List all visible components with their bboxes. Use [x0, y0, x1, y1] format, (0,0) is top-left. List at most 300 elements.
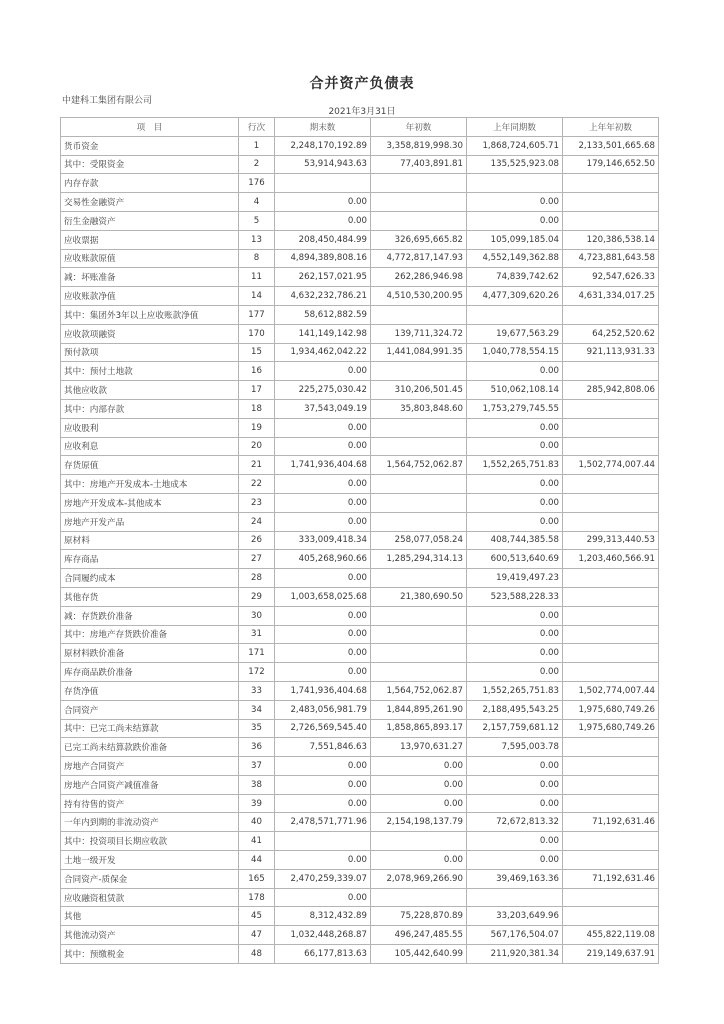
table-row	[61, 230, 659, 249]
period-end-value: 0.00	[275, 851, 371, 870]
table-row	[61, 268, 659, 287]
prior-year-start-value: 285,942,808.06	[563, 381, 659, 400]
table-row	[61, 794, 659, 813]
period-end-value: 0.00	[275, 512, 371, 531]
company-name: 中建科工集团有限公司	[62, 96, 153, 106]
row-item-name: 减：存货跌价准备	[61, 606, 239, 625]
row-line-no: 15	[239, 343, 275, 362]
prior-period-value: 0.00	[467, 193, 563, 212]
period-end-value: 2,470,259,339.07	[275, 869, 371, 888]
row-line-no: 18	[239, 399, 275, 418]
prior-year-start-value: 2,133,501,665.68	[563, 136, 659, 155]
prior-period-value: 0.00	[467, 775, 563, 794]
prior-period-value: 74,839,742.62	[467, 268, 563, 287]
period-end-value: 0.00	[275, 606, 371, 625]
year-start-value	[371, 305, 467, 324]
prior-period-value: 1,868,724,605.71	[467, 136, 563, 155]
header-prior-year-start: 上年年初数	[563, 118, 659, 137]
row-line-no: 19	[239, 418, 275, 437]
prior-period-value: 72,672,813.32	[467, 813, 563, 832]
row-item-name: 房地产合同资产减值准备	[61, 775, 239, 794]
prior-year-start-value	[563, 644, 659, 663]
row-item-name: 其中：已完工尚未结算款	[61, 719, 239, 738]
header-item: 项 目	[61, 118, 239, 137]
prior-period-value: 408,744,385.58	[467, 531, 563, 550]
prior-year-start-value: 71,192,631.46	[563, 869, 659, 888]
row-item-name: 衍生金融资产	[61, 211, 239, 230]
period-end-value: 7,551,846.63	[275, 738, 371, 757]
row-item-name: 合同履约成本	[61, 569, 239, 588]
table-row	[61, 249, 659, 268]
year-start-value	[371, 174, 467, 193]
row-item-name: 房地产开发成本-其他成本	[61, 493, 239, 512]
prior-year-start-value: 92,547,626.33	[563, 268, 659, 287]
prior-year-start-value	[563, 606, 659, 625]
period-end-value: 0.00	[275, 757, 371, 776]
prior-year-start-value	[563, 174, 659, 193]
period-end-value: 141,149,142.98	[275, 324, 371, 343]
prior-period-value	[467, 174, 563, 193]
row-item-name: 减：坏账准备	[61, 268, 239, 287]
table-header-row	[61, 118, 659, 137]
row-line-no: 17	[239, 381, 275, 400]
row-line-no: 48	[239, 945, 275, 964]
row-line-no: 45	[239, 907, 275, 926]
table-row	[61, 851, 659, 870]
prior-period-value: 0.00	[467, 606, 563, 625]
row-item-name: 预付款项	[61, 343, 239, 362]
prior-year-start-value	[563, 493, 659, 512]
row-item-name: 应收款项融资	[61, 324, 239, 343]
table-row	[61, 719, 659, 738]
row-item-name: 原材料	[61, 531, 239, 550]
year-start-value	[371, 888, 467, 907]
period-end-value: 0.00	[275, 211, 371, 230]
prior-period-value: 0.00	[467, 493, 563, 512]
table-body	[61, 136, 659, 963]
year-start-value	[371, 663, 467, 682]
row-line-no: 28	[239, 569, 275, 588]
year-start-value	[371, 512, 467, 531]
year-start-value: 1,844,895,261.90	[371, 700, 467, 719]
prior-period-value: 510,062,108.14	[467, 381, 563, 400]
year-start-value	[371, 418, 467, 437]
year-start-value: 310,206,501.45	[371, 381, 467, 400]
prior-year-start-value: 4,723,881,643.58	[563, 249, 659, 268]
table-row	[61, 888, 659, 907]
prior-year-start-value: 1,203,460,566.91	[563, 550, 659, 569]
row-item-name: 其他存货	[61, 587, 239, 606]
year-start-value	[371, 569, 467, 588]
row-item-name: 应收股利	[61, 418, 239, 437]
period-end-value: 37,543,049.19	[275, 399, 371, 418]
prior-year-start-value: 4,631,334,017.25	[563, 287, 659, 306]
period-end-value: 1,934,462,042.22	[275, 343, 371, 362]
prior-year-start-value: 64,252,520.62	[563, 324, 659, 343]
year-start-value: 262,286,946.98	[371, 268, 467, 287]
row-item-name: 库存商品	[61, 550, 239, 569]
table-row	[61, 681, 659, 700]
row-line-no: 33	[239, 681, 275, 700]
year-start-value: 1,441,084,991.35	[371, 343, 467, 362]
prior-period-value: 523,588,228.33	[467, 587, 563, 606]
row-item-name: 交易性金融资产	[61, 193, 239, 212]
prior-year-start-value: 1,502,774,007.44	[563, 681, 659, 700]
table-row	[61, 907, 659, 926]
prior-period-value: 0.00	[467, 211, 563, 230]
period-end-value: 0.00	[275, 644, 371, 663]
prior-period-value: 0.00	[467, 757, 563, 776]
prior-period-value: 600,513,640.69	[467, 550, 563, 569]
prior-year-start-value	[563, 362, 659, 381]
year-start-value: 35,803,848.60	[371, 399, 467, 418]
period-end-value: 1,032,448,268.87	[275, 926, 371, 945]
row-line-no: 22	[239, 475, 275, 494]
year-start-value: 139,711,324.72	[371, 324, 467, 343]
table-row	[61, 531, 659, 550]
row-item-name: 应收利息	[61, 437, 239, 456]
prior-year-start-value	[563, 625, 659, 644]
prior-year-start-value: 921,113,931.33	[563, 343, 659, 362]
year-start-value: 1,285,294,314.13	[371, 550, 467, 569]
report-date: 2021年3月31日	[328, 107, 396, 117]
row-item-name: 存货净值	[61, 681, 239, 700]
prior-year-start-value: 179,146,652.50	[563, 155, 659, 174]
row-line-no: 30	[239, 606, 275, 625]
table-row	[61, 343, 659, 362]
row-line-no: 177	[239, 305, 275, 324]
table-row	[61, 644, 659, 663]
row-line-no: 29	[239, 587, 275, 606]
row-line-no: 172	[239, 663, 275, 682]
prior-year-start-value	[563, 738, 659, 757]
prior-year-start-value	[563, 794, 659, 813]
period-end-value: 405,268,960.66	[275, 550, 371, 569]
prior-year-start-value	[563, 832, 659, 851]
prior-period-value: 4,477,309,620.26	[467, 287, 563, 306]
prior-period-value: 0.00	[467, 437, 563, 456]
prior-period-value: 0.00	[467, 851, 563, 870]
prior-period-value: 0.00	[467, 418, 563, 437]
table-row	[61, 832, 659, 851]
year-start-value: 2,078,969,266.90	[371, 869, 467, 888]
row-item-name: 房地产合同资产	[61, 757, 239, 776]
period-end-value: 1,741,936,404.68	[275, 681, 371, 700]
row-item-name: 内存存款	[61, 174, 239, 193]
year-start-value: 4,772,817,147.93	[371, 249, 467, 268]
table-row	[61, 587, 659, 606]
table-row	[61, 136, 659, 155]
row-item-name: 一年内到期的非流动资产	[61, 813, 239, 832]
prior-year-start-value: 455,822,119.08	[563, 926, 659, 945]
prior-year-start-value	[563, 193, 659, 212]
period-end-value: 4,632,232,786.21	[275, 287, 371, 306]
period-end-value: 225,275,030.42	[275, 381, 371, 400]
prior-year-start-value	[563, 851, 659, 870]
period-end-value: 262,157,021.95	[275, 268, 371, 287]
row-item-name: 其中：预缴税金	[61, 945, 239, 964]
table-row	[61, 287, 659, 306]
prior-period-value: 0.00	[467, 362, 563, 381]
row-line-no: 26	[239, 531, 275, 550]
table-row	[61, 493, 659, 512]
row-item-name: 其他	[61, 907, 239, 926]
prior-period-value: 0.00	[467, 832, 563, 851]
row-item-name: 货币资金	[61, 136, 239, 155]
row-line-no: 37	[239, 757, 275, 776]
row-line-no: 27	[239, 550, 275, 569]
prior-period-value: 1,552,265,751.83	[467, 456, 563, 475]
period-end-value: 2,726,569,545.40	[275, 719, 371, 738]
row-item-name: 应收账款原值	[61, 249, 239, 268]
prior-year-start-value	[563, 888, 659, 907]
table-row	[61, 381, 659, 400]
prior-year-start-value	[563, 437, 659, 456]
prior-period-value: 19,419,497.23	[467, 569, 563, 588]
prior-year-start-value: 1,975,680,749.26	[563, 719, 659, 738]
prior-period-value: 0.00	[467, 625, 563, 644]
year-start-value	[371, 644, 467, 663]
period-end-value: 2,478,571,771.96	[275, 813, 371, 832]
period-end-value: 8,312,432.89	[275, 907, 371, 926]
row-item-name: 其中：预付土地款	[61, 362, 239, 381]
prior-year-start-value	[563, 757, 659, 776]
table-row	[61, 606, 659, 625]
prior-period-value: 1,040,778,554.15	[467, 343, 563, 362]
table-row	[61, 193, 659, 212]
row-item-name: 应收票据	[61, 230, 239, 249]
prior-year-start-value	[563, 569, 659, 588]
table-row	[61, 456, 659, 475]
row-item-name: 原材料跌价准备	[61, 644, 239, 663]
prior-year-start-value	[563, 418, 659, 437]
prior-period-value: 4,552,149,362.88	[467, 249, 563, 268]
prior-year-start-value	[563, 475, 659, 494]
year-start-value	[371, 211, 467, 230]
row-line-no: 171	[239, 644, 275, 663]
period-end-value: 0.00	[275, 362, 371, 381]
year-start-value	[371, 362, 467, 381]
prior-period-value	[467, 888, 563, 907]
prior-period-value: 0.00	[467, 512, 563, 531]
row-item-name: 其中：受限资金	[61, 155, 239, 174]
year-start-value: 496,247,485.55	[371, 926, 467, 945]
prior-year-start-value	[563, 907, 659, 926]
row-line-no: 35	[239, 719, 275, 738]
row-line-no: 2	[239, 155, 275, 174]
year-start-value	[371, 437, 467, 456]
row-line-no: 34	[239, 700, 275, 719]
year-start-value	[371, 475, 467, 494]
prior-period-value	[467, 305, 563, 324]
prior-period-value: 0.00	[467, 475, 563, 494]
year-start-value: 326,695,665.82	[371, 230, 467, 249]
year-start-value: 75,228,870.89	[371, 907, 467, 926]
row-line-no: 8	[239, 249, 275, 268]
year-start-value	[371, 832, 467, 851]
period-end-value: 2,248,170,192.89	[275, 136, 371, 155]
year-start-value: 105,442,640.99	[371, 945, 467, 964]
year-start-value: 1,564,752,062.87	[371, 456, 467, 475]
prior-period-value: 567,176,504.07	[467, 926, 563, 945]
period-end-value: 0.00	[275, 437, 371, 456]
period-end-value: 0.00	[275, 888, 371, 907]
year-start-value	[371, 493, 467, 512]
prior-year-start-value: 71,192,631.46	[563, 813, 659, 832]
row-line-no: 36	[239, 738, 275, 757]
period-end-value: 0.00	[275, 625, 371, 644]
row-line-no: 165	[239, 869, 275, 888]
row-item-name: 应收账款净值	[61, 287, 239, 306]
prior-period-value: 0.00	[467, 794, 563, 813]
table-row	[61, 700, 659, 719]
year-start-value	[371, 606, 467, 625]
row-item-name: 存货原值	[61, 456, 239, 475]
row-line-no: 21	[239, 456, 275, 475]
year-start-value: 13,970,631.27	[371, 738, 467, 757]
prior-year-start-value: 219,149,637.91	[563, 945, 659, 964]
period-end-value: 66,177,813.63	[275, 945, 371, 964]
table-row	[61, 211, 659, 230]
year-start-value: 0.00	[371, 775, 467, 794]
period-end-value: 0.00	[275, 475, 371, 494]
prior-year-start-value	[563, 305, 659, 324]
year-start-value: 3,358,819,998.30	[371, 136, 467, 155]
table-row	[61, 174, 659, 193]
row-line-no: 176	[239, 174, 275, 193]
year-start-value	[371, 625, 467, 644]
table-row	[61, 569, 659, 588]
period-end-value: 4,894,389,808.16	[275, 249, 371, 268]
year-start-value: 21,380,690.50	[371, 587, 467, 606]
table-row	[61, 757, 659, 776]
prior-year-start-value: 299,313,440.53	[563, 531, 659, 550]
row-line-no: 41	[239, 832, 275, 851]
row-line-no: 40	[239, 813, 275, 832]
row-line-no: 178	[239, 888, 275, 907]
table-row	[61, 512, 659, 531]
document-title: 合并资产负债表	[309, 76, 415, 92]
row-line-no: 4	[239, 193, 275, 212]
prior-period-value: 2,188,495,543.25	[467, 700, 563, 719]
table-row	[61, 738, 659, 757]
prior-year-start-value	[563, 775, 659, 794]
table-row	[61, 437, 659, 456]
table-row	[61, 775, 659, 794]
period-end-value: 53,914,943.63	[275, 155, 371, 174]
row-item-name: 其中：内部存款	[61, 399, 239, 418]
prior-year-start-value	[563, 211, 659, 230]
header-year-start: 年初数	[371, 118, 467, 137]
period-end-value: 0.00	[275, 193, 371, 212]
row-line-no: 44	[239, 851, 275, 870]
row-line-no: 24	[239, 512, 275, 531]
year-start-value	[371, 193, 467, 212]
period-end-value: 58,612,882.59	[275, 305, 371, 324]
prior-period-value: 135,525,923.08	[467, 155, 563, 174]
row-line-no: 38	[239, 775, 275, 794]
balance-sheet-table	[60, 117, 659, 964]
prior-period-value: 0.00	[467, 663, 563, 682]
period-end-value: 1,003,658,025.68	[275, 587, 371, 606]
table-row	[61, 305, 659, 324]
row-item-name: 房地产开发产品	[61, 512, 239, 531]
table-row	[61, 813, 659, 832]
row-line-no: 14	[239, 287, 275, 306]
year-start-value: 1,564,752,062.87	[371, 681, 467, 700]
header-line-no: 行次	[239, 118, 275, 137]
row-item-name: 持有待售的资产	[61, 794, 239, 813]
year-start-value: 4,510,530,200.95	[371, 287, 467, 306]
row-item-name: 其中：集团外3年以上应收账款净值	[61, 305, 239, 324]
row-item-name: 已完工尚未结算款跌价准备	[61, 738, 239, 757]
table-row	[61, 475, 659, 494]
period-end-value	[275, 174, 371, 193]
prior-period-value: 211,920,381.34	[467, 945, 563, 964]
row-item-name: 其中：投资项目长期应收款	[61, 832, 239, 851]
row-item-name: 其中：房地产存货跌价准备	[61, 625, 239, 644]
prior-year-start-value: 120,386,538.14	[563, 230, 659, 249]
prior-year-start-value	[563, 587, 659, 606]
year-start-value: 258,077,058.24	[371, 531, 467, 550]
row-item-name: 库存商品跌价准备	[61, 663, 239, 682]
period-end-value: 0.00	[275, 794, 371, 813]
header-prior-period: 上年同期数	[467, 118, 563, 137]
prior-period-value: 105,099,185.04	[467, 230, 563, 249]
row-line-no: 170	[239, 324, 275, 343]
period-end-value: 208,450,484.99	[275, 230, 371, 249]
table-row	[61, 625, 659, 644]
year-start-value: 77,403,891.81	[371, 155, 467, 174]
header-period-end: 期末数	[275, 118, 371, 137]
table-row	[61, 663, 659, 682]
row-item-name: 其他流动资产	[61, 926, 239, 945]
period-end-value: 0.00	[275, 663, 371, 682]
row-item-name: 土地一级开发	[61, 851, 239, 870]
row-line-no: 39	[239, 794, 275, 813]
period-end-value: 0.00	[275, 775, 371, 794]
period-end-value: 0.00	[275, 493, 371, 512]
period-end-value: 0.00	[275, 569, 371, 588]
prior-period-value: 19,677,563.29	[467, 324, 563, 343]
prior-year-start-value: 1,502,774,007.44	[563, 456, 659, 475]
table-row	[61, 324, 659, 343]
prior-period-value: 0.00	[467, 644, 563, 663]
prior-year-start-value	[563, 663, 659, 682]
prior-period-value: 2,157,759,681.12	[467, 719, 563, 738]
prior-year-start-value	[563, 512, 659, 531]
period-end-value	[275, 832, 371, 851]
year-start-value: 2,154,198,137.79	[371, 813, 467, 832]
table-row	[61, 869, 659, 888]
year-start-value: 0.00	[371, 794, 467, 813]
prior-period-value: 39,469,163.36	[467, 869, 563, 888]
row-line-no: 5	[239, 211, 275, 230]
table-row	[61, 418, 659, 437]
table-row	[61, 362, 659, 381]
row-line-no: 11	[239, 268, 275, 287]
prior-period-value: 7,595,003.78	[467, 738, 563, 757]
table-row	[61, 550, 659, 569]
period-end-value: 1,741,936,404.68	[275, 456, 371, 475]
table-row	[61, 926, 659, 945]
row-line-no: 23	[239, 493, 275, 512]
row-item-name: 合同资产	[61, 700, 239, 719]
period-end-value: 0.00	[275, 418, 371, 437]
prior-period-value: 33,203,649.96	[467, 907, 563, 926]
prior-year-start-value: 1,975,680,749.26	[563, 700, 659, 719]
row-line-no: 1	[239, 136, 275, 155]
